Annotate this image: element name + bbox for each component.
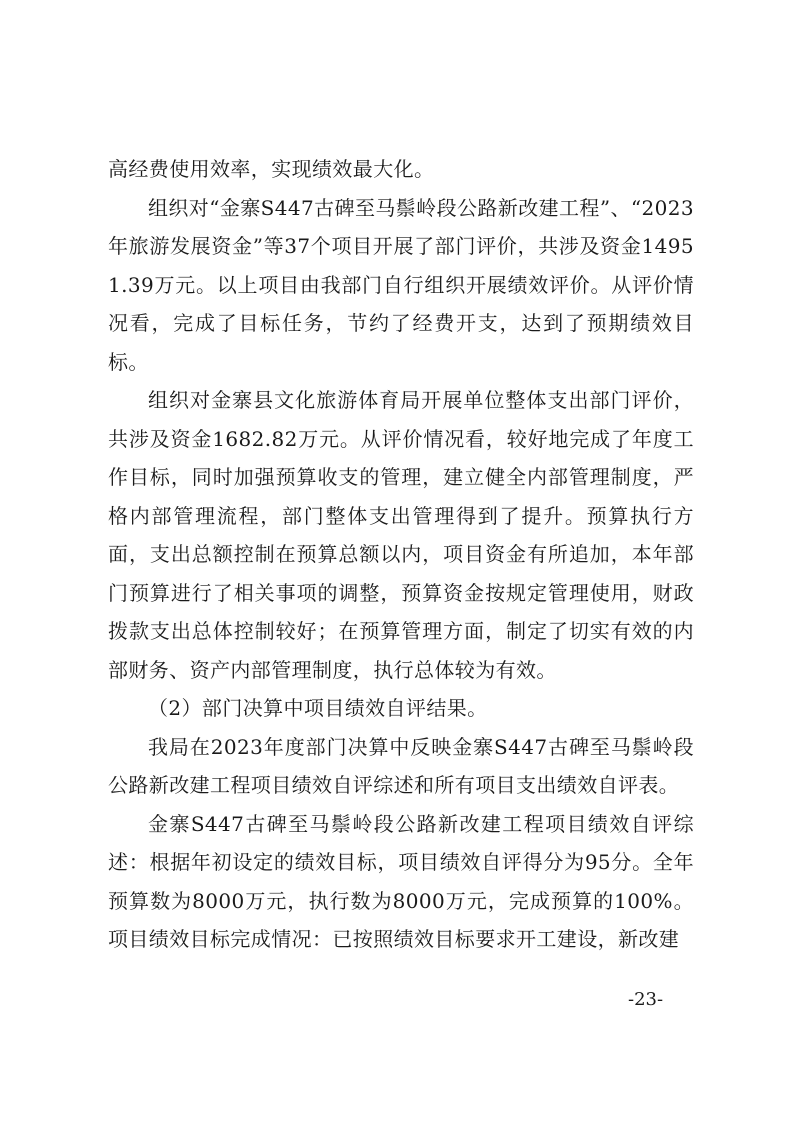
paragraph-unit-overall-evaluation: 组织对金寨县文化旅游体育局开展单位整体支出部门评价，共涉及资金1682.82万元。从评价情况看，较好地完成了年度工作目标，同时加强预算收支的管理，建立健全内部管理制度，严格内部管理流程，部门整体支出管理得到了提升。预算执行方面，支出总额控制在预算总额以内，项目资金有所追加，本年部门预算进行了相关事项的调整，预算资金按规定管理使用，财政拨款支出总体控制较好；在预算管理方面，制定了切实有效的内部财务、资产内部管理制度，执行总体较为有效。 (108, 388, 694, 682)
paragraph-final-accounts: 我局在2023年度部门决算中反映金寨S447古碑至马鬃岭段公路新改建工程项目绩效自评综述和所有项目支出绩效自评表。 (108, 734, 694, 797)
section-heading: （2）部门决算中项目绩效自评结果。 (148, 696, 488, 720)
page-number: -23- (628, 989, 664, 1010)
document-body (108, 150, 694, 959)
paragraph-project-evaluation: 组织对“金寨S447古碑至马鬃岭段公路新改建工程”、“2023年旅游发展资金”等37个项目开展了部门评价，共涉及资金14951.39万元。以上项目由我部门自行组织开展绩效评价。从评价情况看，完成了目标任务，节约了经费开支，达到了预期绩效目标。 (108, 195, 694, 374)
paragraph-continuation: 高经费使用效率，实现绩效最大化。 (108, 157, 435, 181)
paragraph-self-evaluation-summary: 金寨S447古碑至马鬃岭段公路新改建工程项目绩效自评综述：根据年初设定的绩效目标，项目绩效自评得分为95分。全年预算数为8000万元，执行数为8000万元，完成预算的100%。项目绩效目标完成情况：已按照绩效目标要求开工建设，新改建 (108, 811, 694, 951)
